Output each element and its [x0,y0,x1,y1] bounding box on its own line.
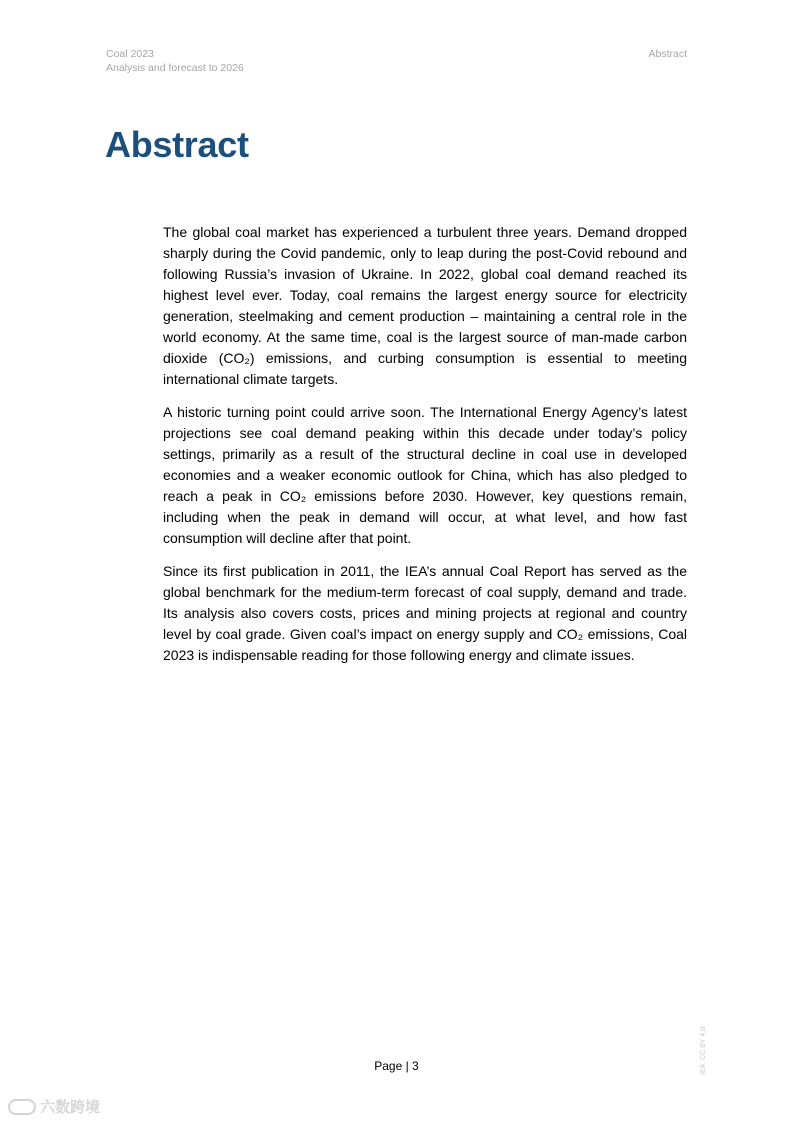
abstract-body [163,222,687,678]
watermark-text: 六数跨境 [40,1099,101,1116]
header-section-name: Abstract [648,48,687,60]
paragraph-1: The global coal market has experienced a turbulent three years. Demand dropped sharply during the Covid pandemic, only to leap during the post-Covid rebound and following Russia’s invasion of Ukraine. In 2022, global coal demand reached its highest level ever. Today, coal remains the largest energy source for electricity generation, steelmaking and cement production – maintaining a central role in the world economy. At the same time, coal is the largest source of man-made carbon dioxide (CO₂) emissions, and curbing consumption is essential to meeting international climate targets. [163,224,687,387]
header-doc-subtitle: Analysis and forecast to 2026 [106,62,244,74]
header-doc-title: Coal 2023 [106,48,154,60]
page-title: Abstract [105,124,249,165]
watermark-logo-icon [8,1099,36,1115]
watermark [8,1096,100,1117]
paragraph-2: A historic turning point could arrive soon. The International Energy Agency’s latest projections see coal demand peaking within this decade under today’s policy settings, primarily as a result of the structural decline in coal use in developed economies and a weaker economic outlook for China, which has also pledged to reach a peak in CO₂ emissions before 2030. However, key questions remain, including when the peak in demand will occur, at what level, and how fast consumption will decline after that point. [163,404,687,546]
running-header-left [106,47,244,75]
paragraph-3: Since its first publication in 2011, the IEA’s annual Coal Report has served as the global benchmark for the medium-term forecast of coal supply, demand and trade. Its analysis also covers costs, prices and mining projects at regional and country level by coal grade. Given coal’s impact on energy supply and CO₂ emissions, Coal 2023 is indispensable reading for those following energy and climate issues. [163,563,687,663]
license-note: IEA. CC BY 4.0. [700,1024,707,1075]
page-number: Page | 3 [374,1059,419,1073]
